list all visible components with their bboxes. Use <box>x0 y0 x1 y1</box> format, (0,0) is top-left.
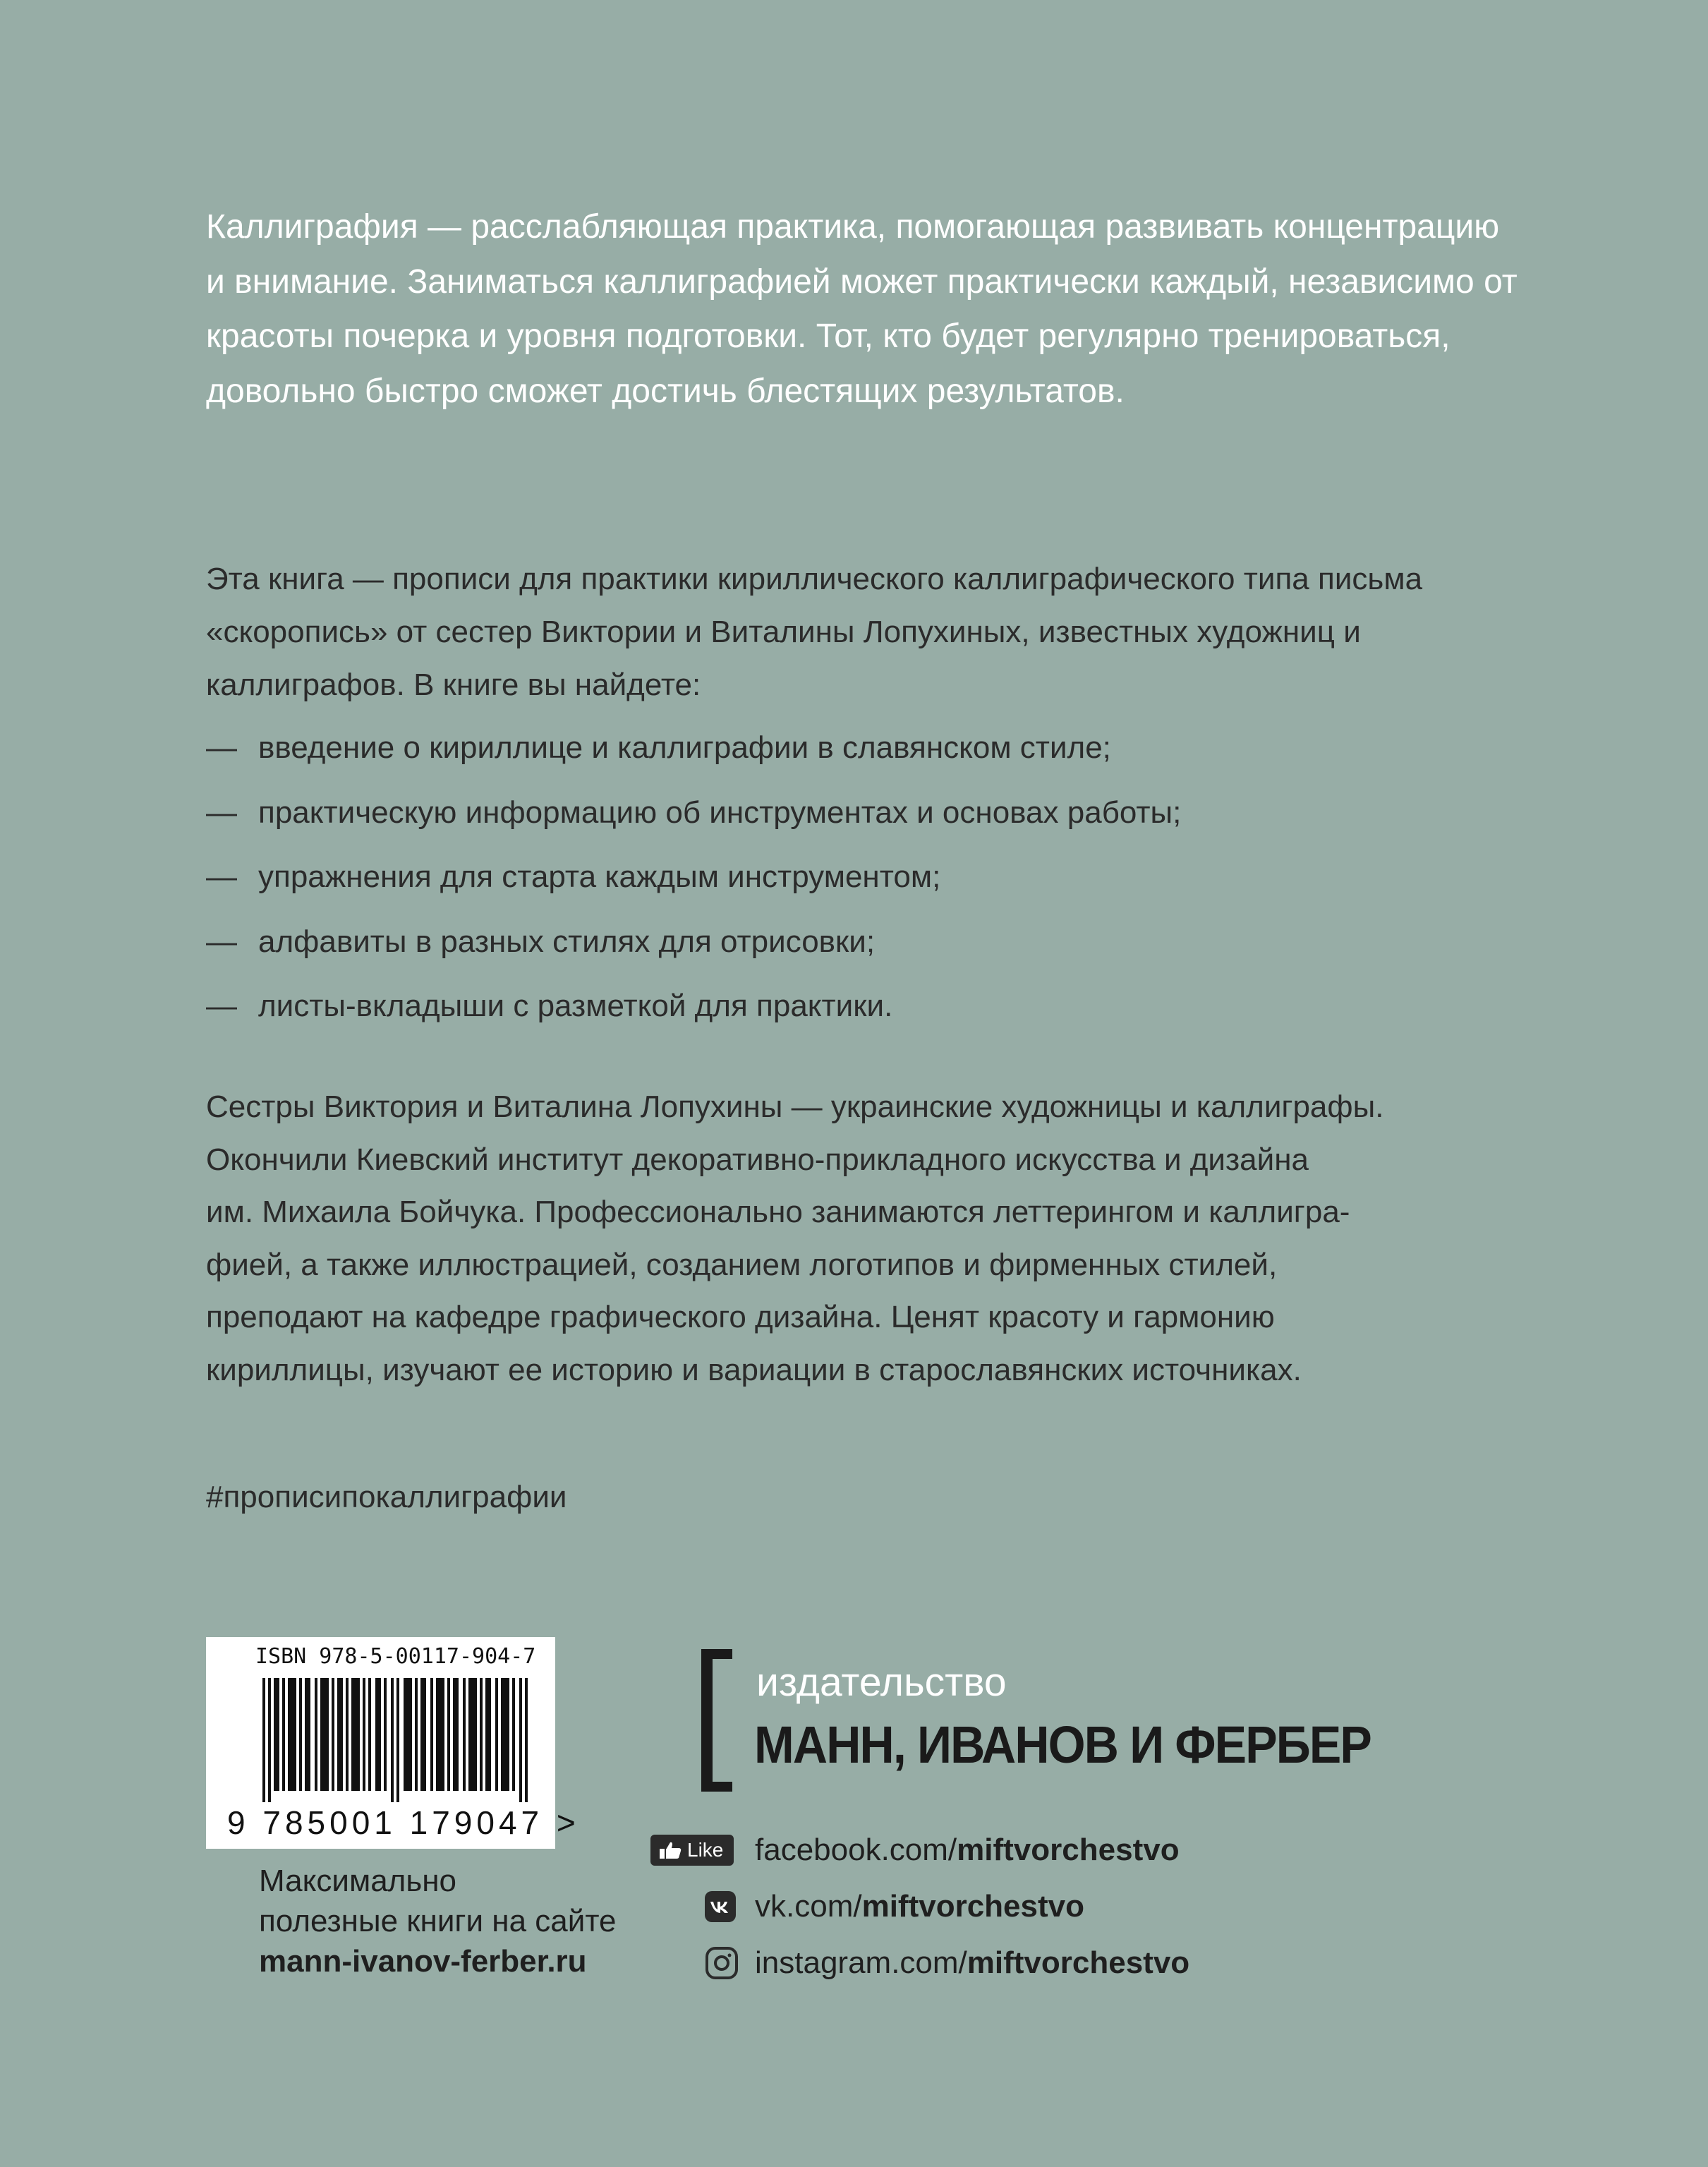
instagram-icon <box>705 1946 739 1980</box>
isbn-digits: 9 785001 179047 > <box>227 1804 580 1841</box>
vk-icon <box>705 1891 736 1922</box>
intro-paragraph: Эта книга — прописи для практики кириллического каллиграфического типа письма «скоропись» от сестер Виктории и Виталины Лопухиных, известных художниц и каллиграфов. В книге вы найдете: <box>206 562 1423 702</box>
list-item-text: упражнения для старта каждым инструментом; <box>258 859 941 894</box>
bio-line: преподают на кафедре графического дизайна. Ценят красоту и гармонию <box>206 1300 1275 1334</box>
bio-line: Сестры Виктория и Виталина Лопухины — украинские художницы и каллиграфы. <box>206 1089 1384 1124</box>
like-label: Like <box>687 1839 724 1861</box>
lead-paragraph <box>206 200 1518 418</box>
list-dash: — <box>206 859 237 894</box>
barcode-block <box>206 1637 580 1849</box>
site-line: Максимально <box>259 1864 457 1898</box>
vk-url: vk.com/miftvorchestvo <box>755 1889 1084 1924</box>
thumbs-up-icon <box>659 1841 683 1859</box>
list-item <box>206 979 1518 1044</box>
lead-text: Каллиграфия — расслабляющая практика, помогающая развивать концентрацию и внимание. Заниматься каллиграфией может практически каждый, независимо от красоты почерка и уровня подготовки. Тот, кто будет регулярно тренироваться, довольно быстро сможет достичь блестящих результатов. <box>206 208 1518 410</box>
bio-line: им. Михаила Бойчука. Профессионально занимаются леттерингом и каллигра- <box>206 1195 1350 1229</box>
authors-bio <box>206 1081 1518 1396</box>
website-promo <box>259 1861 616 1981</box>
list-item <box>206 786 1518 851</box>
publisher-name: МАНН, ИВАНОВ И ФЕРБЕР <box>754 1715 1371 1774</box>
list-dash: — <box>206 795 237 830</box>
facebook-url: facebook.com/miftvorchestvo <box>755 1833 1180 1867</box>
list-dash: — <box>206 730 237 765</box>
list-dash: — <box>206 989 237 1023</box>
hashtag: #прописипокаллиграфии <box>206 1480 567 1514</box>
barcode-bars <box>262 1678 538 1802</box>
isbn-label: ISBN 978-5-00117-904-7 <box>255 1644 536 1669</box>
list-item-text: введение о кириллице и каллиграфии в славянском стиле; <box>258 730 1111 765</box>
site-url-link[interactable]: mann-ivanov-ferber.ru <box>259 1944 587 1979</box>
publisher-label: издательство <box>756 1660 1007 1705</box>
instagram-url: instagram.com/miftvorchestvo <box>755 1945 1190 1980</box>
feature-list <box>206 721 1518 1044</box>
bio-line: фией, а также иллюстрацией, созданием логотипов и фирменных стилей, <box>206 1247 1278 1282</box>
list-item-text: практическую информацию об инструментах и основах работы; <box>258 795 1182 830</box>
bio-line: кириллицы, изучают ее историю и вариации в старославянских источниках. <box>206 1352 1302 1387</box>
list-dash: — <box>206 924 237 959</box>
list-item <box>206 721 1518 786</box>
list-item <box>206 915 1518 980</box>
bio-line: Окончили Киевский институт декоративно-прикладного искусства и дизайна <box>206 1142 1309 1177</box>
list-item-text: листы-вкладыши с разметкой для практики. <box>258 989 893 1023</box>
list-item <box>206 850 1518 915</box>
like-badge <box>650 1835 734 1866</box>
site-line: полезные книги на сайте <box>259 1904 617 1938</box>
list-item-text: алфавиты в разных стилях для отрисовки; <box>258 924 876 959</box>
publisher-bracket-icon <box>701 1649 732 1792</box>
